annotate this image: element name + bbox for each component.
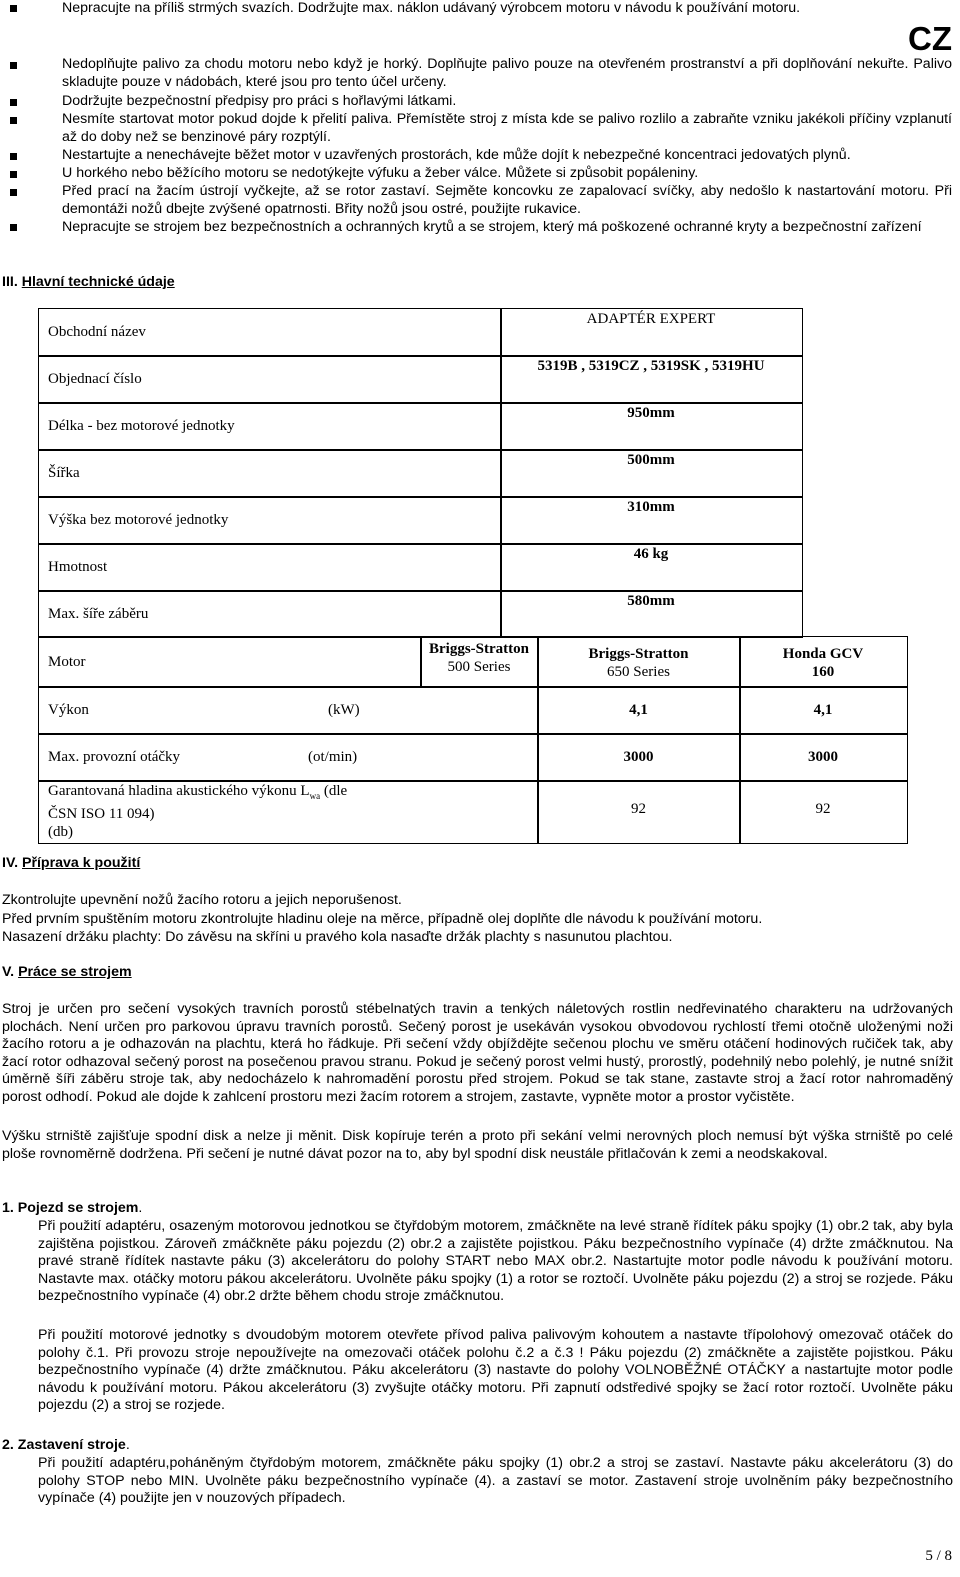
spec-value: 5319B , 5319CZ , 5319SK , 5319HU bbox=[537, 358, 765, 374]
spec-value: 950mm bbox=[627, 405, 675, 421]
section-title: Práce se strojem bbox=[18, 964, 132, 980]
spec-label: Max. šíře záběru bbox=[48, 606, 149, 622]
spec-unit: (kW) bbox=[328, 702, 360, 718]
spec-value: 92 bbox=[631, 801, 646, 817]
spec-value: 46 kg bbox=[633, 546, 669, 562]
list-item: Před prací na žacím ústrojí vyčkejte, až se rotor zastaví. Sejměte koncovku ze zapalovací svíčky, aby nedošlo k nastartování motoru. Při demontáži nožů dbejte zvýšené opatrnosti. Břity nožů jsou ostré, použijte rukavice. bbox=[62, 183, 952, 217]
spec-label: Max. provozní otáčky bbox=[48, 749, 181, 765]
noise-label-text: Garantovaná hladina akustického výkonu L bbox=[48, 783, 310, 799]
list-item: Nedoplňujte palivo za chodu motoru nebo když je horký. Doplňujte palivo pouze na otevřeném prostranství a při doplňování nekuřte. Palivo skladujte pouze v nádobách, které jsou pro tento účel určeny. bbox=[62, 56, 952, 90]
spec-label: Délka - bez motorové jednotky bbox=[48, 418, 235, 434]
list-item: U horkého nebo běžícího motoru se nedotýkejte výfuku a žeber válce. Můžete si způsobit popáleniny. bbox=[62, 165, 699, 181]
section-number: V. bbox=[2, 964, 15, 980]
subsection-title: 2. Zastavení stroje bbox=[2, 1437, 126, 1453]
paragraph: Při použití adaptéru, osazeným motorovou jednotkou se čtyřdobým motorem, zmáčkněte na levé straně řídítek páku spojky (1) obr.2 tak, aby byla zajištěna pojistkou. Zároveň zmáčkněte páku pojezdu (2) obr.2 a zajistěte pojistkou. Páku bezpečnostního vypínače (4) držte zmáčknutou. Na pravé straně řídítek nastavte páku (3) akcelerátoru do polohy START nebo MAX obr.2. Nastartujte motor podle návodu k používání motoru. Nastavte max. otáčky motoru pákou akcelerátoru. Uvolněte páku spojky (1) a rotor se roztočí. Uvolněte páku pojezdu (2) a stroj se rozjede. Páku bezpečnostního vypínače (4) obr.2 držte během chodu stroje zmáčknutou. bbox=[38, 1218, 953, 1305]
spec-value: ADAPTÉR EXPERT bbox=[586, 311, 716, 327]
section-number: III. bbox=[2, 274, 18, 290]
table-row bbox=[38, 449, 502, 498]
paragraph: Výšku strniště zajišťuje spodní disk a nelze ji měnit. Disk kopíruje terén a proto při sekání velmi nerovných ploch nemusí být výška strniště po celé ploše rovnoměrně dodržena. Při sečení je nutné dávat pozor na to, aby byl spodní disk neustále přitlačován k zemi a neodskakoval. bbox=[2, 1128, 953, 1162]
language-badge: CZ bbox=[908, 20, 952, 57]
section-title: Příprava k použití bbox=[22, 855, 141, 871]
section-title: Hlavní technické údaje bbox=[21, 274, 175, 290]
paragraph: Při použití adaptéru,poháněným čtyřdobým motorem, zmáčkněte páku spojky (1) obr.2 a stroj se zastaví. Nastavte páku akcelerátoru (3) do polohy STOP nebo MIN. Uvolněte páku bezpečnostního vypínače (4). a zastaví se motor. Zastavení stroje uvolněním páky bezpečnostního vypínače (4) použijte jen v nouzových případech. bbox=[38, 1455, 953, 1507]
bullet-marker bbox=[10, 117, 17, 124]
spec-unit: (ot/min) bbox=[308, 749, 358, 765]
motor-name: Briggs-Stratton bbox=[429, 641, 529, 657]
spec-value: 4,1 bbox=[629, 702, 648, 718]
subsection-heading: 1. Pojezd se strojem. bbox=[2, 1200, 143, 1216]
spec-label-noise bbox=[48, 782, 347, 841]
paragraph: Zkontrolujte upevnění nožů žacího rotoru a jejich neporušenost. bbox=[2, 892, 402, 908]
motor-option bbox=[739, 646, 907, 681]
motor-option bbox=[420, 641, 538, 676]
noise-label-standard: ČSN ISO 11 094) bbox=[48, 806, 155, 822]
spec-label: Objednací číslo bbox=[48, 371, 142, 387]
list-item: Nepracujte na příliš strmých svazích. Dodržujte max. náklon udávaný výrobcem motoru v návodu k používání motoru. bbox=[62, 0, 801, 16]
subsection-title: 1. Pojezd se strojem bbox=[2, 1200, 139, 1216]
motor-name: Honda GCV bbox=[782, 646, 864, 662]
spec-value: 3000 bbox=[623, 749, 654, 765]
bullet-marker bbox=[10, 153, 17, 160]
subsection-heading: 2. Zastavení stroje. bbox=[2, 1437, 130, 1453]
bullet-marker bbox=[10, 5, 17, 12]
table-cell bbox=[38, 686, 539, 735]
spec-label: Šířka bbox=[48, 465, 80, 481]
noise-label-unit: (db) bbox=[48, 824, 73, 840]
spec-label: Výkon bbox=[48, 702, 89, 718]
spec-value: 3000 bbox=[808, 749, 838, 765]
spec-value: 500mm bbox=[627, 452, 675, 468]
spec-label: Hmotnost bbox=[48, 559, 108, 575]
section-number: IV. bbox=[2, 855, 19, 871]
spec-value: 4,1 bbox=[813, 702, 833, 718]
bullet-marker bbox=[10, 99, 17, 106]
bullet-marker bbox=[10, 171, 17, 178]
list-item: Dodržujte bezpečnostní předpisy pro práci s hořlavými látkami. bbox=[62, 93, 457, 109]
spec-label: Obchodní název bbox=[48, 324, 146, 340]
paragraph: Před prvním spuštěním motoru zkontrolujte hladinu oleje na měrce, případně olej doplňte dle návodu k používání motoru. bbox=[2, 911, 763, 927]
spec-label: Výška bez motorové jednotky bbox=[48, 512, 229, 528]
section-heading-specs bbox=[2, 274, 175, 292]
bullet-marker bbox=[10, 62, 17, 69]
noise-label-text-end: (dle bbox=[320, 783, 348, 799]
noise-label-subscript: wa bbox=[309, 791, 321, 801]
section-heading-work bbox=[2, 964, 132, 982]
spec-value: 92 bbox=[815, 801, 831, 817]
paragraph: Stroj je určen pro sečení vysokých travních porostů stébelnatých travin a tenkých náletových rostlin nedřevinatého charakteru na udržovaných plochách. Není určen pro parkovou úpravu travních porostů. Sečený porost je usekáván vysokou obvodovou rychlostí třemi otočně uloženými noži žacího rotoru a je odhazován na plachtu, která ho řádkuje. Při sečení vždy objíždějte sečenou plochu ve směru otáčení hodinových ručiček tak, aby žací rotor odhazoval sečený porost na posečenou pravou stranu. Pokud je sečený porost velmi hustý, prorostlý, podehnilý nebo polehlý, je nutné snížit úměrně šíři záběru stroje tak, aby nedocházelo k nahromadění porostu před strojem. Pokud se tak stane, zastavte stroj a žací rotor nahromaděný porost odhodí. Pokud ale dojde k zahlcení prostoru mezi žacím rotorem a strojem, zastavte, vypněte motor a prostor vyčistěte. bbox=[2, 1001, 953, 1105]
bullet-marker bbox=[10, 224, 17, 231]
paragraph: Při použití motorové jednotky s dvoudobým motorem otevřete přívod paliva palivovým kohoutem a nastavte třípolohový omezovač otáček do polohy č.1. Při provozu stroje nepoužívejte na omezovači otáček polohu č.2 a č.3 ! Páku pojezdu (2) zmáčkněte a zajistěte pojistkou. Páku bezpečnostního vypínače (4) držte zmáčknutou. Páku akcelerátoru (3) nastavte do polohy VOLNOBĚŽNÉ OTÁČKY a nastartujte motor podle návodu k používání motoru. Pákou akcelerátoru (3) zvyšujte otáčky motoru. Při zapnutí odstředivé spojky se žací rotor roztočí. Uvolněte páku pojezdu (2) a stroj se rozjede. bbox=[38, 1327, 953, 1414]
table-row bbox=[38, 543, 502, 592]
list-item: Nesmíte startovat motor pokud dojde k přelití paliva. Přemístěte stroj z místa kde se palivo rozlilo a zabraňte vzniku jakékoli příčiny vzplanutí až do doby než se benzinové páry rozptýlí. bbox=[62, 111, 952, 145]
table-cell bbox=[38, 636, 422, 688]
bullet-marker bbox=[10, 189, 17, 196]
section-heading-preparation bbox=[2, 855, 140, 873]
motor-series: 160 bbox=[811, 663, 835, 680]
spec-value: 310mm bbox=[627, 499, 675, 515]
page-number: 5 / 8 bbox=[925, 1548, 952, 1565]
list-item: Nepracujte se strojem bez bezpečnostních a ochranných krytů a se strojem, který má poškozené ochranné kryty a bezpečnostní zařízení bbox=[62, 219, 922, 235]
motor-name: Briggs-Stratton bbox=[588, 646, 689, 662]
paragraph: Nasazení držáku plachty: Do závěsu na skříni u pravého kola nasaďte držák plachty s nasunutou plachtou. bbox=[2, 929, 673, 945]
spec-value: 580mm bbox=[627, 593, 675, 609]
motor-series: 500 Series bbox=[447, 658, 511, 675]
motor-option bbox=[537, 646, 740, 681]
spec-label: Motor bbox=[48, 654, 86, 670]
motor-series: 650 Series bbox=[607, 663, 670, 680]
list-item: Nestartujte a nenechávejte běžet motor v uzavřených prostorách, kde může dojít k nebezpečné koncentraci jedovatých plynů. bbox=[62, 147, 851, 163]
